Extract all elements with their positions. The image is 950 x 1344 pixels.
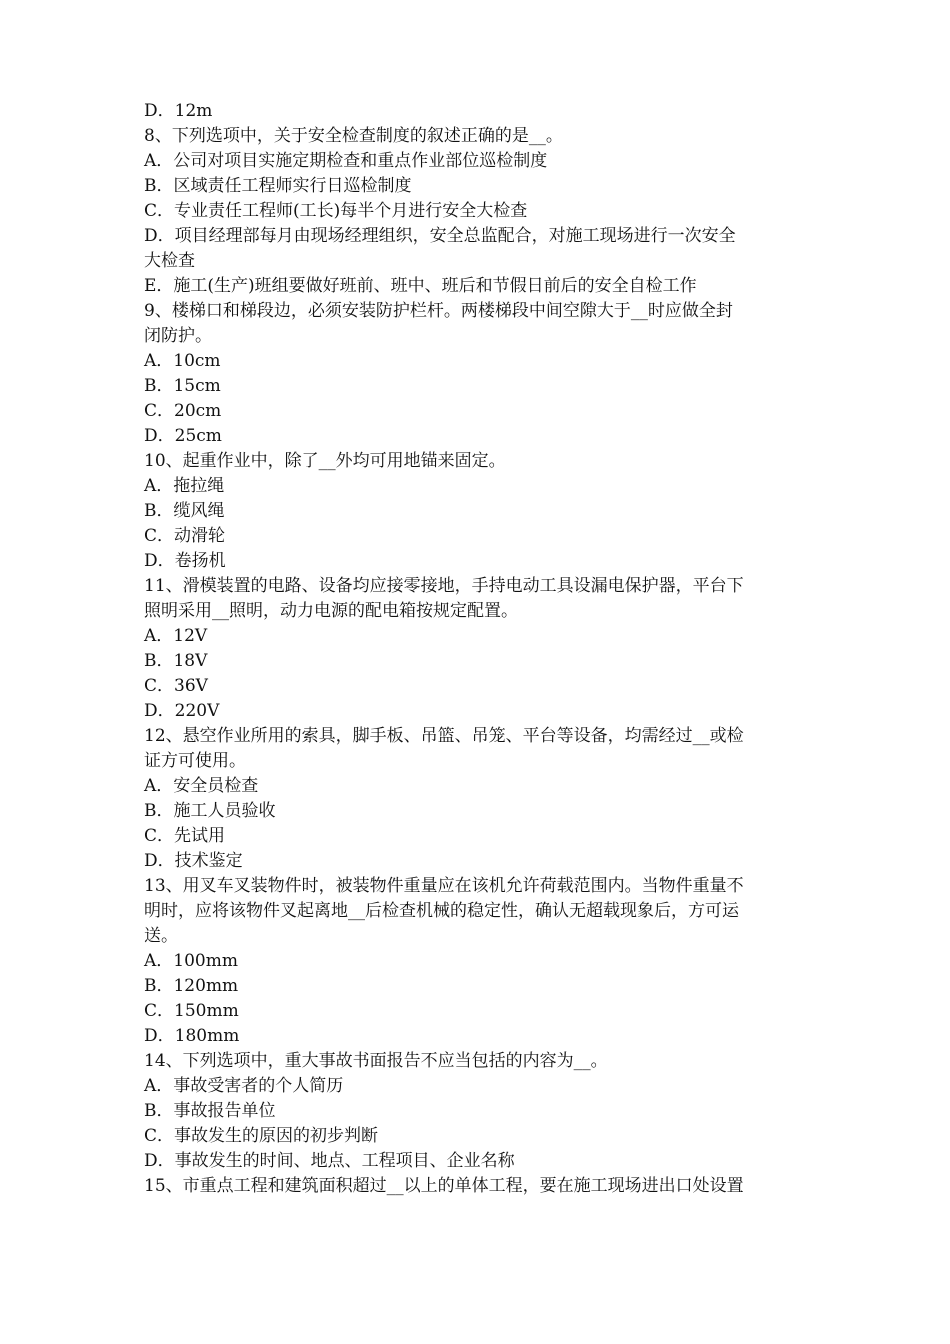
text-line: E．施工(生产)班组要做好班前、班中、班后和节假日前后的安全自检工作	[144, 276, 697, 296]
text-line: 明时，应将该物件叉起离地__后检查机械的稳定性，确认无超载现象后，方可运	[144, 901, 739, 921]
text-line: A．10cm	[144, 351, 221, 371]
text-line: A．100mm	[144, 951, 238, 971]
text-line: C．先试用	[144, 826, 226, 846]
text-line: 13、用叉车叉装物件时，被装物件重量应在该机允许荷载范围内。当物件重量不	[144, 876, 744, 896]
text-line: B．15cm	[144, 376, 221, 396]
text-line: 9、楼梯口和梯段边，必须安装防护栏杆。两楼梯段中间空隙大于__时应做全封	[144, 301, 733, 321]
text-line: 证方可使用。	[144, 751, 246, 771]
text-line: C．动滑轮	[144, 526, 226, 546]
text-line: 照明采用__照明，动力电源的配电箱按规定配置。	[144, 601, 518, 621]
text-line: C．专业责任工程师(工长)每半个月进行安全大检查	[144, 201, 528, 221]
text-line: D．技术鉴定	[144, 851, 243, 871]
text-line: C．事故发生的原因的初步判断	[144, 1126, 379, 1146]
text-line: B．区域责任工程师实行日巡检制度	[144, 176, 412, 196]
document-body	[144, 99, 812, 1199]
text-line: 送。	[144, 926, 178, 946]
text-line: 11、滑模装置的电路、设备均应接零接地，手持电动工具设漏电保护器，平台下	[144, 576, 744, 596]
text-line: B．施工人员验收	[144, 801, 276, 821]
text-line: 大检查	[144, 251, 195, 271]
text-line: D．卷扬机	[144, 551, 226, 571]
text-line: D．25cm	[144, 426, 222, 446]
text-line: A．12V	[144, 626, 208, 646]
text-line: 12、悬空作业所用的索具，脚手板、吊篮、吊笼、平台等设备，均需经过__或检	[144, 726, 744, 746]
text-line: D．事故发生的时间、地点、工程项目、企业名称	[144, 1151, 515, 1171]
text-line: C．150mm	[144, 1001, 239, 1021]
text-line: 15、市重点工程和建筑面积超过__以上的单体工程，要在施工现场进出口处设置	[144, 1176, 744, 1196]
text-line: C．36V	[144, 676, 208, 696]
text-line: A．公司对项目实施定期检查和重点作业部位巡检制度	[144, 151, 548, 171]
text-line: 14、下列选项中，重大事故书面报告不应当包括的内容为__。	[144, 1051, 608, 1071]
text-line: A．拖拉绳	[144, 476, 225, 496]
text-line: D．项目经理部每月由现场经理组织，安全总监配合，对施工现场进行一次安全	[144, 226, 736, 246]
text-line: B．120mm	[144, 976, 239, 996]
text-line: C．20cm	[144, 401, 222, 421]
text-line: B．18V	[144, 651, 208, 671]
text-line: D．12m	[144, 101, 213, 121]
text-line: 10、起重作业中，除了__外均可用地锚来固定。	[144, 451, 506, 471]
text-line: 闭防护。	[144, 326, 212, 346]
text-line: A．安全员检查	[144, 776, 259, 796]
text-line: A．事故受害者的个人简历	[144, 1076, 344, 1096]
text-line: B．缆风绳	[144, 501, 225, 521]
text-line: D．180mm	[144, 1026, 240, 1046]
text-line: B．事故报告单位	[144, 1101, 276, 1121]
text-line: 8、下列选项中，关于安全检查制度的叙述正确的是__。	[144, 126, 563, 146]
text-line: D．220V	[144, 701, 220, 721]
